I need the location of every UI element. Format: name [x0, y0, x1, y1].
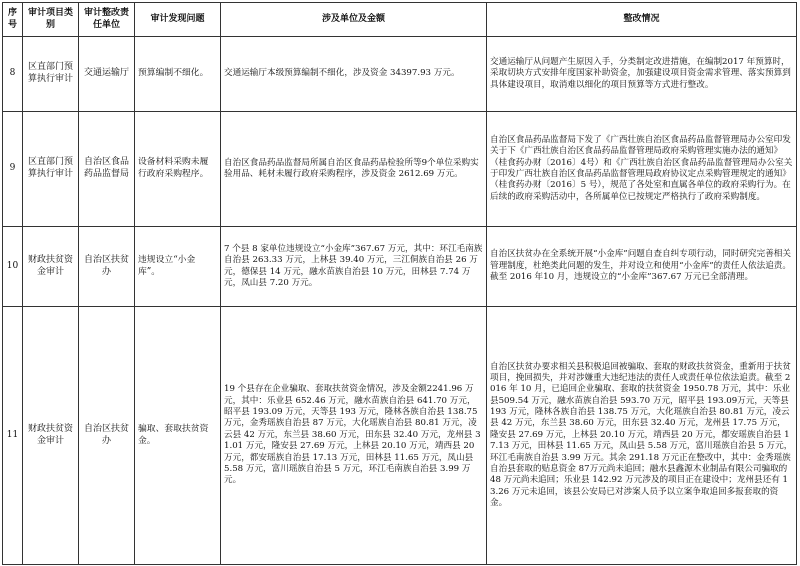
- responsible-unit: 自治区扶贫办: [79, 227, 135, 307]
- audit-issue: 设备材料采购未履行政府采购程序。: [135, 112, 221, 227]
- audit-category: 区直部门预算执行审计: [23, 37, 79, 112]
- rectification-status: 自治区扶贫办在全系统开展“小金库”问题自查自纠专项行动，同时研究完善相关管理制度，杜绝类此问题的发生，并对设立和使用“小金库”的责任人依法追责。截至 2016 年10 月，违规设立的“小金库”367.67 万元已全部清理。: [487, 227, 797, 307]
- responsible-unit: 自治区食品药品监督局: [79, 112, 135, 227]
- units-and-amount: 自治区食品药品监督局所属自治区食品药品检验所等9个单位采购实验用品、耗材未履行政府采购程序，涉及资金 2612.69 万元。: [221, 112, 487, 227]
- header-unit: 审计整改责任单位: [79, 3, 135, 37]
- audit-issue: 骗取、套取扶贫资金。: [135, 307, 221, 565]
- responsible-unit: 自治区扶贫办: [79, 307, 135, 565]
- table-row: [3, 227, 797, 307]
- header-status: 整改情况: [487, 3, 797, 37]
- audit-issue: 违规设立“小金库”。: [135, 227, 221, 307]
- rectification-status: 自治区食品药品监督局下发了《广西壮族自治区食品药品监督管理局办公室印发关于下《广西壮族自治区食品药品监督管理局政府采购管理实施办法的通知》（桂食药办财〔2016〕4号）和《广西壮族自治区食品药品监督管理局办公室关于印发广西壮族自治区食品药品监督管理局政府协议定点采购管理规定的通知》（桂食药办财〔2016〕5 号），规范了各处室和直属各单位的政府采购行为。在后续的政府采购活动中，各所属单位已按规定严格执行了政府采购制度。: [487, 112, 797, 227]
- rectification-status: 交通运输厅从问题产生原因入手，分类制定改进措施，在编制2017 年预算时，采取切块方式安排年度国家补助资金，加强建设项目资金需求管理、落实预算到具体建设项目，取消难以细化的项目预算等方式进行整改。: [487, 37, 797, 112]
- audit-category: 财政扶贫资金审计: [23, 307, 79, 565]
- row-number: 8: [3, 37, 23, 112]
- audit-issue: 预算编制不细化。: [135, 37, 221, 112]
- table-row: [3, 307, 797, 565]
- audit-rectification-table: [2, 2, 797, 565]
- table-row: [3, 112, 797, 227]
- header-issue: 审计发现问题: [135, 3, 221, 37]
- table-row: [3, 37, 797, 112]
- header-no: 序号: [3, 3, 23, 37]
- audit-category: 财政扶贫资金审计: [23, 227, 79, 307]
- audit-category: 区直部门预算执行审计: [23, 112, 79, 227]
- table-header-row: [3, 3, 797, 37]
- units-and-amount: 7 个县 8 家单位违规设立“小金库”367.67 万元，其中：环江毛南族自治县 263.33 万元，上林县 39.40 万元，三江侗族自治县 26 万元，德保县 14 万元，融水苗族自治县 10 万元，田林县 7.74 万元，凤山县 7.20 万元。: [221, 227, 487, 307]
- rectification-status: 自治区扶贫办要求相关县积极追回被骗取、套取的财政扶贫资金，重新用于扶贫项目，挽回损失，并对涉嫌重大违纪违法的责任人或责任单位依法追责。截至 2016 年 10 月，已追回企业骗取、套取的扶贫资金 1950.78 万元，其中：乐业县509.54 万元，融水苗族自治县 593.70 万元，昭平县 193.09万元，天等县 193 万元，隆林各族自治县 138.75 万元，大化瑶族自治县 80.81 万元，凌云县 42 万元，东兰县 38.60 万元，田东县 32.40 万元，龙州县 17.75 万元，隆安县 27.69 万元，上林县 20.10 万元，靖西县 20 万元，都安瑶族自治县 17.13 万元，田林县 11.65 万元，凤山县 5.58 万元，富川瑶族自治县 5 万元，环江毛南族自治县 3.99 万元。其余 291.18 万元正在整改中，其中：金秀瑶族自治县套取的贴息资金 87万元尚未追回；融水县鑫源木业制品有限公司骗取的 48 万元尚未追回；乐业县 142.92 万元涉及的项目正在建设中；龙州县还有 13.26 万元未追回，该县公安局已对涉案人员予以立案争取追回多报套取的资金。: [487, 307, 797, 565]
- units-and-amount: 19 个县存在企业骗取、套取扶贫资金情况，涉及金额2241.96 万元，其中：乐业县 652.46 万元，融水苗族自治县 641.70 万元，昭平县 193.09 万元，天等县 193 万元，隆林各族自治县 138.75 万元，金秀瑶族自治县 87 万元，大化瑶族自治县 80.81 万元，凌云县 42 万元，东兰县 38.60 万元，田东县 32.40 万元，龙州县 31.01 万元，隆安县 27.69 万元，上林县 20.10 万元，靖西县 20 万元，都安瑶族自治县 17.13 万元，田林县 11.65 万元，凤山县 5.58 万元，富川瑶族自治县 5 万元，环江毛南族自治县 3.99 万元。: [221, 307, 487, 565]
- units-and-amount: 交通运输厅本级预算编制不细化，涉及资金 34397.93 万元。: [221, 37, 487, 112]
- row-number: 9: [3, 112, 23, 227]
- row-number: 10: [3, 227, 23, 307]
- header-amount: 涉及单位及金额: [221, 3, 487, 37]
- responsible-unit: 交通运输厅: [79, 37, 135, 112]
- header-category: 审计项目类别: [23, 3, 79, 37]
- row-number: 11: [3, 307, 23, 565]
